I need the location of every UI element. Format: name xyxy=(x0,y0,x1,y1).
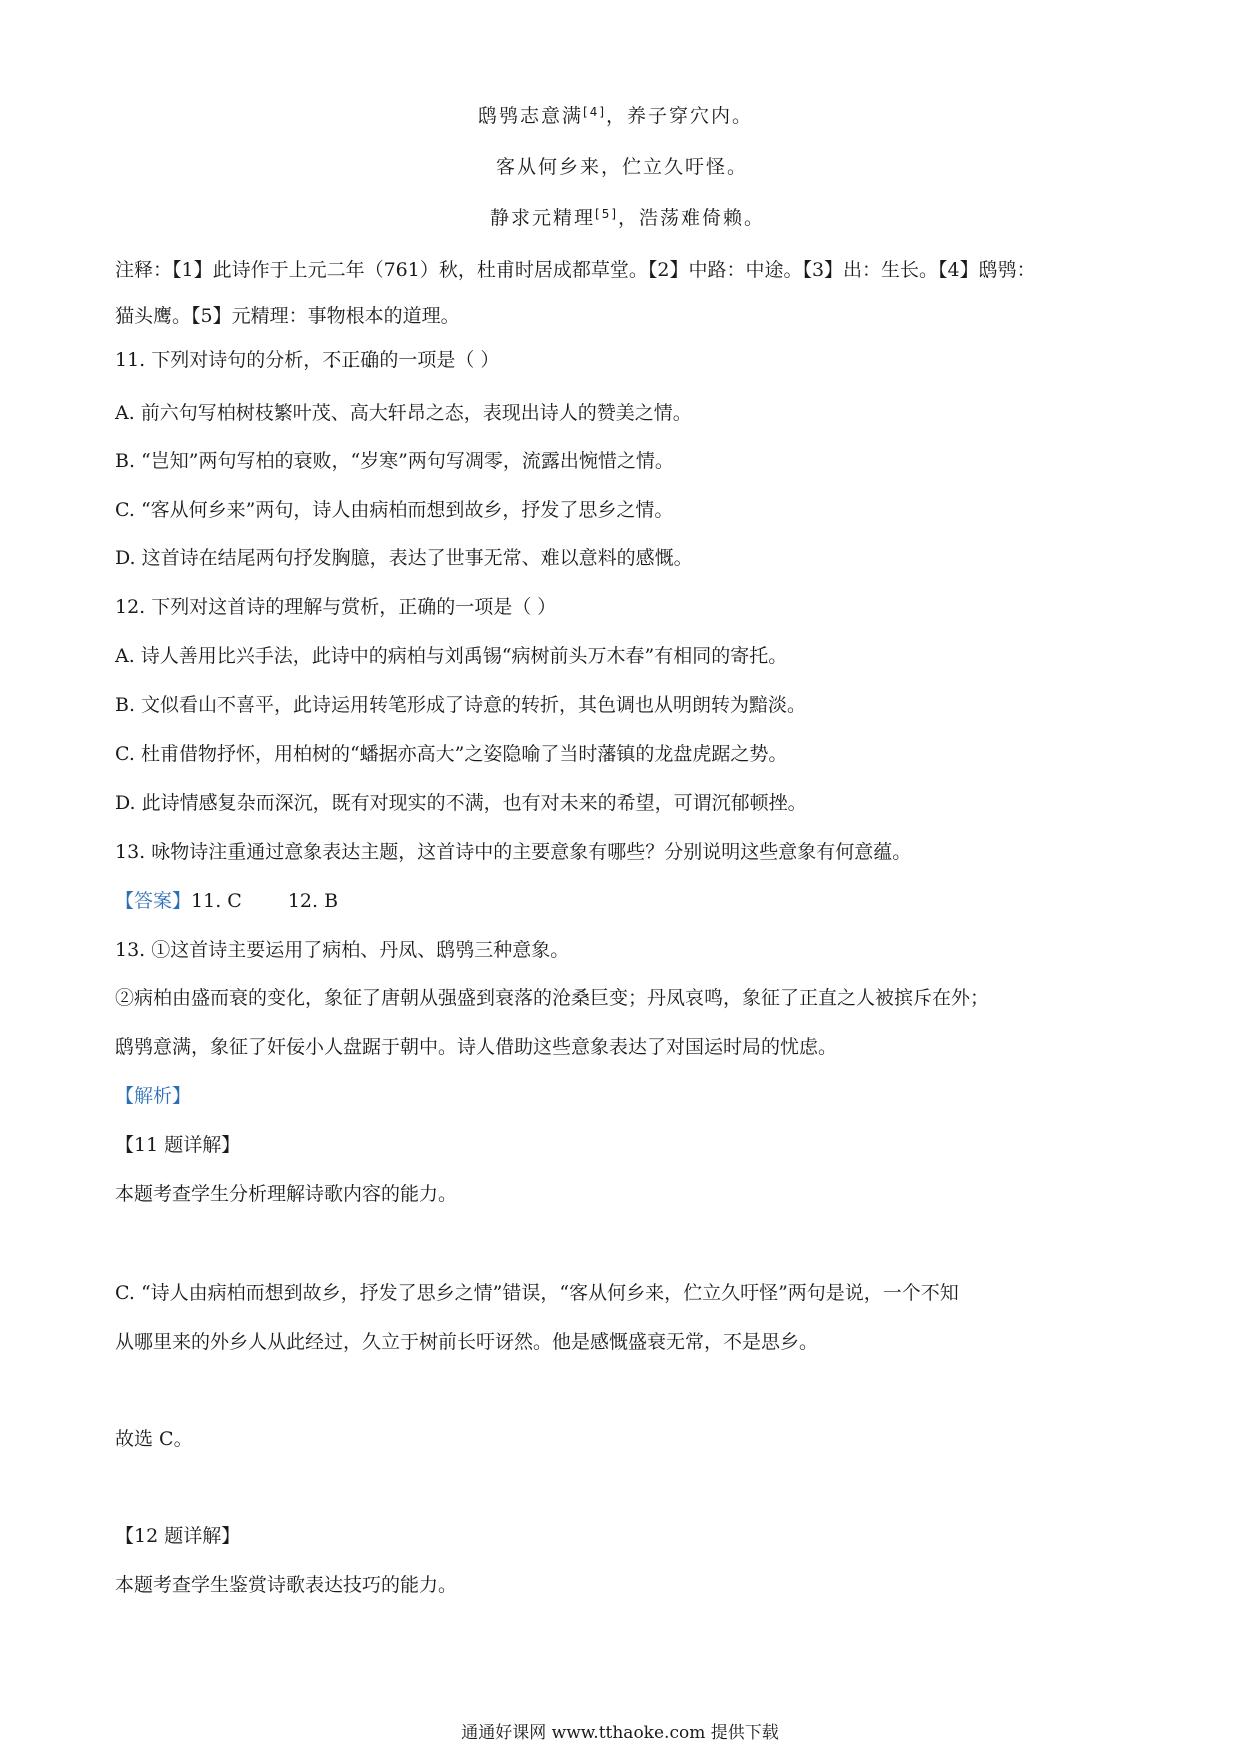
answer-12: 12. B xyxy=(287,890,339,912)
poem-line-3 xyxy=(490,205,765,231)
question-11-option-d: D. 这首诗在结尾两句抒发胸臆，表达了世事无常、难以意料的感慨。 xyxy=(115,547,693,569)
q11-explanation-line-1: C. “诗人由病柏而想到故乡，抒发了思乡之情”错误，“客从何乡来，伫立久吁怪”两句是说，一个不知 xyxy=(115,1282,959,1304)
footnote-marker-4: [4] xyxy=(583,105,607,119)
answer-tag: 【答案】 xyxy=(115,890,192,912)
analysis-tag: 【解析】 xyxy=(115,1085,192,1107)
poem-line-1-text: 鸱鸮志意满 xyxy=(478,105,584,127)
page-footer: 通通好课网 www.tthaoke.com 提供下载 xyxy=(461,1723,779,1743)
question-12-stem: 12. 下列对这首诗的理解与赏析，正确的一项是（ ） xyxy=(115,596,557,618)
q12-detail-text: 本题考查学生鉴赏诗歌表达技巧的能力。 xyxy=(115,1574,458,1596)
poem-line-2: 客从何乡来，伫立久吁怪。 xyxy=(496,156,749,178)
answer-13-line-3: 鸱鸮意满，象征了奸佞小人盘踞于朝中。诗人借助这些意象表达了对国运时局的忧虑。 xyxy=(115,1036,838,1058)
question-12-option-b: B. 文似看山不喜平，此诗运用转笔形成了诗意的转折，其色调也从明朗转为黯淡。 xyxy=(115,694,807,716)
answer-13-line-2: ②病柏由盛而衰的变化，象征了唐朝从强盛到衰落的沧桑巨变；丹凤哀鸣，象征了正直之人被摈斥在外； xyxy=(115,987,990,1009)
notes-line-1: 注释：【1】此诗作于上元二年（761）秋，杜甫时居成都草堂。【2】中路：中途。【3】出：生长。【4】鸱鸮： xyxy=(115,259,1036,281)
q11-explanation-line-2: 从哪里来的外乡人从此经过，久立于树前长吁讶然。他是感慨盛衰无常，不是思乡。 xyxy=(115,1331,819,1353)
question-11-option-c: C. “客从何乡来”两句，诗人由病柏而想到故乡，抒发了思乡之情。 xyxy=(115,499,674,521)
poem-line-3-tail: ，浩荡难倚赖。 xyxy=(618,207,766,229)
question-12-option-c: C. 杜甫借物抒怀，用柏树的“蟠据亦高大”之姿隐喻了当时藩镇的龙盘虎踞之势。 xyxy=(115,743,788,765)
footnote-marker-5: [5] xyxy=(595,207,619,221)
question-11-option-b: B. “岂知”两句写柏的衰败，“岁寒”两句写凋零，流露出惋惜之情。 xyxy=(115,450,674,472)
question-11-stem xyxy=(115,347,499,373)
question-13-stem: 13. 咏物诗注重通过意象表达主题，这首诗中的主要意象有哪些？分别说明这些意象有何意蕴。 xyxy=(115,841,912,863)
q12-detail-heading: 【12 题详解】 xyxy=(115,1525,241,1547)
poem-line-1-tail: ，养子穿穴内。 xyxy=(606,105,754,127)
question-12-option-d: D. 此诗情感复杂而深沉，既有对现实的不满，也有对未来的希望，可谓沉郁顿挫。 xyxy=(115,792,807,814)
answer-13-line-1: 13. ①这首诗主要运用了病柏、丹凤、鸱鸮三种意象。 xyxy=(115,939,570,961)
poem-line-1 xyxy=(478,103,753,129)
emphasis-char-3: 确 xyxy=(360,349,380,371)
notes-line-2: 猫头鹰。【5】元精理：事物根本的道理。 xyxy=(115,305,460,327)
question-11-stem-start: 11. 下列对诗句的分析， xyxy=(115,349,323,371)
answer-11: 11. C xyxy=(191,890,242,912)
emphasis-char-1: 不 xyxy=(322,349,342,371)
poem-line-3-text: 静求元精理 xyxy=(490,207,596,229)
question-12-option-a: A. 诗人善用比兴手法，此诗中的病柏与刘禹锡“病树前头万木春”有相同的寄托。 xyxy=(115,645,788,667)
question-11-stem-end: 的一项是（ ） xyxy=(379,349,500,371)
question-11-option-a: A. 前六句写柏树枝繁叶茂、高大轩昂之态，表现出诗人的赞美之情。 xyxy=(115,402,692,424)
emphasis-char-2: 正 xyxy=(341,349,361,371)
q11-detail-heading: 【11 题详解】 xyxy=(115,1134,241,1156)
q11-detail-text: 本题考查学生分析理解诗歌内容的能力。 xyxy=(115,1183,458,1205)
q11-conclusion: 故选 C。 xyxy=(115,1428,193,1450)
answer-line xyxy=(115,888,338,914)
